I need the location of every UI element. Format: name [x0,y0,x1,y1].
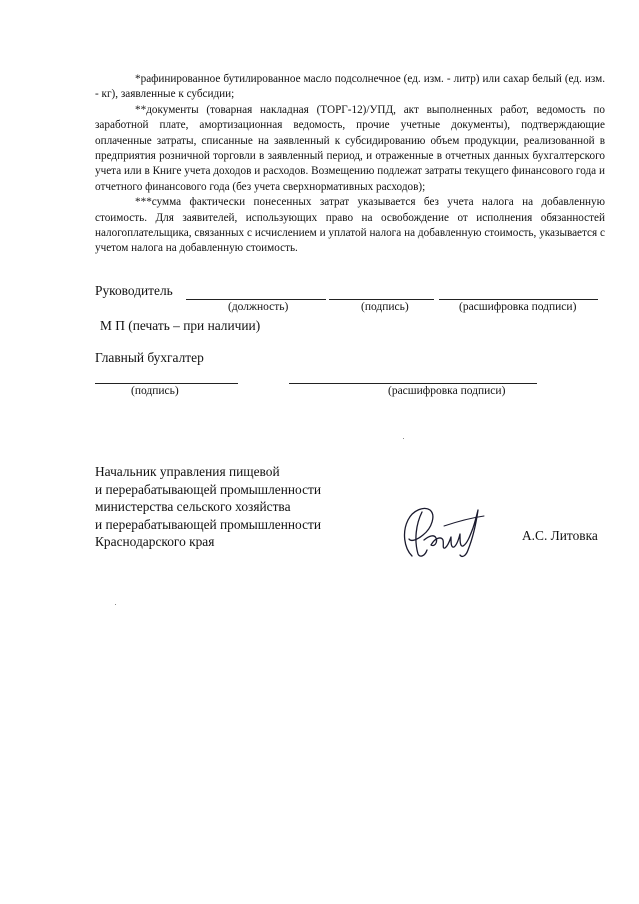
footnote-1: *рафинированное бутилированное масло подсолнечное (ед. изм. - литр) или сахар белый (ед. изм. - кг), заявленные к субсидии; [95,73,605,101]
accountant-label: Главный бухгалтер [95,350,204,365]
stamp-note: М П (печать – при наличии) [100,318,261,333]
footnote-3: ***сумма фактически понесенных затрат указывается без учета налога на добавленную стоимость. Для заявителей, использующих право на освобождение от исполнения обязанностей налогоплательщика, связанных с исчислением и уплатой налога на добавленную стоимость, указывается с учетом налога на добавленную стоимость. [95,196,605,255]
accountant-decode-line [289,383,537,384]
scan-speck [403,438,404,439]
footnotes-section [95,72,605,257]
handwritten-signature [398,500,490,562]
official-title-line: Начальник управления пищевой [95,464,280,479]
accountant-decode-hint: (расшифровка подписи) [388,385,506,397]
official-title-line: министерства сельского хозяйства [95,499,291,514]
head-label: Руководитель [95,283,173,298]
head-position-line [186,299,326,300]
head-decode-line [439,299,598,300]
official-title-line: и перерабатывающей промышленности [95,481,322,497]
footnote-2: **документы (товарная накладная (ТОРГ-12)/УПД, акт выполненных работ, ведомость по заработной плате, амортизационная ведомость, прочие учетные документы), подтверждающие оплаченные затраты, списанные на заявленный к субсидированию объем продукции, реализованной в предприятия розничной торговли в заявленный период, и отраженные в отчетных данных бухгалтерского учета или в Книге учета доходов и расходов. Возмещению подлежат затраты текущего финансового года и отчетного финансового года (без учета сверхнормативных расходов); [95,103,605,193]
accountant-signature-line [95,383,238,384]
official-title-line: и перерабатывающей промышленности [95,516,322,532]
scan-speck [115,604,116,605]
official-title-line: Краснодарского края [95,534,215,549]
official-title [95,463,321,551]
head-signature-line [329,299,434,300]
head-signature-hint: (подпись) [361,301,409,313]
head-decode-hint: (расшифровка подписи) [459,301,577,313]
head-position-hint: (должность) [228,301,289,313]
accountant-signature-hint: (подпись) [131,385,179,397]
official-name: А.С. Литовка [522,528,598,543]
